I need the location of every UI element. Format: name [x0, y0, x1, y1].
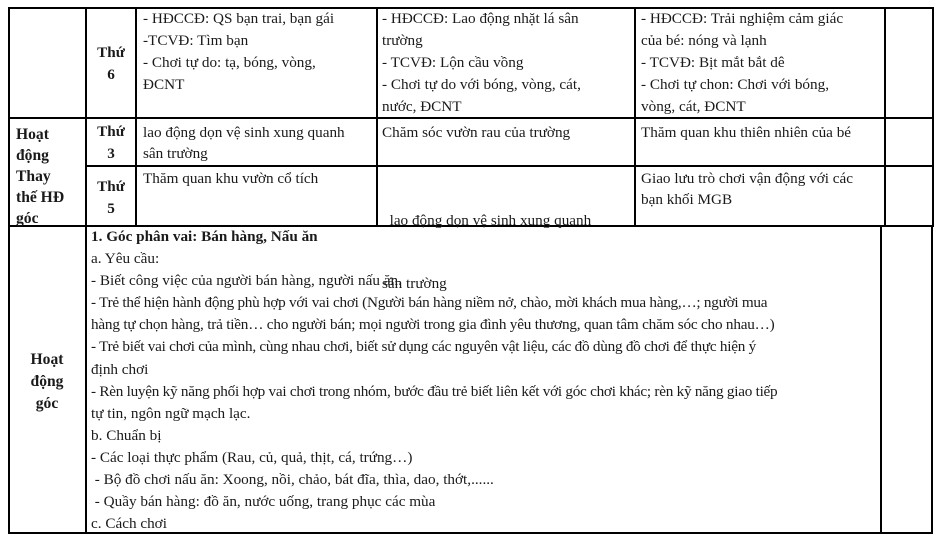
col-divider-left	[8, 7, 10, 533]
activity-line: - HĐCCĐ: Lao động nhặt lá sân	[382, 10, 579, 27]
corner-heading: 1. Góc phân vai: Bán hàng, Nấu ăn	[91, 228, 318, 245]
activity-line: sân trường	[382, 275, 447, 292]
section-label-line: động	[16, 147, 49, 164]
activity-line: -TCVĐ: Tìm bạn	[143, 32, 249, 49]
fri-col3	[641, 8, 883, 118]
col-divider-right	[932, 7, 934, 226]
activity-line: của bé: nóng và lạnh	[641, 32, 767, 49]
section-label-line: góc	[16, 210, 39, 227]
day-label-text: Thứ	[97, 44, 125, 61]
content-line: - Trẻ thể hiện hành động phù hợp với vai chơi (Người bán hàng niềm nở, chào, mời khách mua hàng,…; người mua	[91, 294, 768, 312]
activity-line: lao động dọn vệ sinh xung quanh	[382, 212, 592, 229]
corner-outer-right	[931, 225, 933, 533]
activity-line: - HĐCCĐ: QS bạn trai, bạn gái	[143, 10, 335, 27]
day-label-num: 3	[107, 145, 115, 162]
content-line: - Bộ đồ chơi nấu ăn: Xoong, nồi, chảo, bát đĩa, thìa, dao, thớt,......	[91, 471, 494, 489]
tue-col1	[143, 122, 375, 164]
thu-col1	[143, 168, 375, 189]
fri-col1	[143, 8, 375, 96]
activity-line: lao động dọn vệ sinh xung quanh	[143, 124, 345, 141]
content-line: c. Cách chơi	[91, 515, 167, 533]
activity-line: vòng, cát, ĐCNT	[641, 98, 746, 115]
row-divider-thu3	[85, 165, 934, 167]
content-line: định chơi	[91, 360, 149, 378]
section-label-corner	[9, 349, 85, 415]
content-line: b. Chuẩn bị	[91, 426, 162, 444]
activity-line: Giao lưu trò chơi vận động với các	[641, 170, 853, 187]
activity-line: bạn khối MGB	[641, 191, 733, 208]
section-label-line: động	[30, 373, 64, 390]
corner-inner-right	[880, 225, 882, 533]
day-label-num: 6	[107, 66, 115, 83]
content-line: - Rèn luyện kỹ năng phối hợp vai chơi trong nhóm, bước đầu trẻ biết liên kết với góc chơi khác; rèn kỹ năng giao tiếp	[91, 382, 778, 400]
content-line: hàng tự chọn hàng, trả tiền… cho người bán; mọi người trong gia đình yêu thương, quan tâm chăm sóc cho nhau…)	[91, 316, 775, 334]
fri-col2	[382, 8, 632, 118]
tue-col2	[382, 122, 632, 143]
section-label-line: Thay	[16, 168, 51, 185]
activity-line: trường	[382, 32, 423, 49]
activity-line: Chăm sóc vườn rau của trường	[382, 124, 571, 141]
content-line: - Quầy bán hàng: đồ ăn, nước uống, trang phục các mùa	[91, 493, 436, 511]
activity-line: - Chơi tự do: tạ, bóng, vòng,	[143, 54, 316, 71]
activity-line: nước, ĐCNT	[382, 98, 462, 115]
corner-content	[91, 226, 879, 535]
section-label-line: Hoạt	[30, 351, 64, 368]
activity-line: - TCVĐ: Bịt mắt bắt dê	[641, 54, 785, 71]
section-label-line: Hoạt	[16, 126, 49, 143]
day-label-text: Thứ	[97, 123, 125, 140]
activity-line: - Chơi tự do với bóng, vòng, cát,	[382, 76, 581, 93]
activity-line: sân trường	[143, 145, 208, 162]
col-divider-3	[634, 7, 636, 226]
thu-col3	[641, 168, 883, 210]
activity-line: ĐCNT	[143, 76, 185, 93]
content-line: tự tin, ngôn ngữ mạch lạc.	[91, 404, 251, 422]
activity-line: - TCVĐ: Lộn cầu vồng	[382, 54, 524, 71]
activity-line: Thăm quan khu thiên nhiên của bé	[641, 124, 852, 141]
tue-col3	[641, 122, 883, 143]
section-label-line: thế HĐ	[16, 189, 65, 206]
day-label-num: 5	[107, 200, 115, 217]
content-line: - Trẻ biết vai chơi của mình, cùng nhau chơi, biết sử dụng các nguyên vật liệu, các đồ dùng đồ chơi để thực hiện ý	[91, 338, 756, 356]
col-divider-4	[884, 7, 886, 226]
day-label-thu	[86, 176, 136, 220]
activity-line: Thăm quan khu vườn cổ tích	[143, 170, 319, 187]
day-label-text: Thứ	[97, 178, 125, 195]
content-line: - Các loại thực phẩm (Rau, củ, quả, thịt, cá, trứng…)	[91, 448, 413, 466]
content-line: a. Yêu cầu:	[91, 250, 160, 268]
col-divider-2	[376, 7, 378, 226]
content-line: - Biết công việc của người bán hàng, người nấu ăn.	[91, 272, 402, 290]
section-label-line: góc	[35, 395, 59, 412]
activity-line: - Chơi tự chon: Chơi với bóng,	[641, 76, 829, 93]
day-label-tue	[86, 121, 136, 165]
day-label-fri	[86, 42, 136, 86]
section-label-replacement	[16, 124, 84, 229]
activity-line: - HĐCCĐ: Trải nghiệm cảm giác	[641, 10, 844, 27]
